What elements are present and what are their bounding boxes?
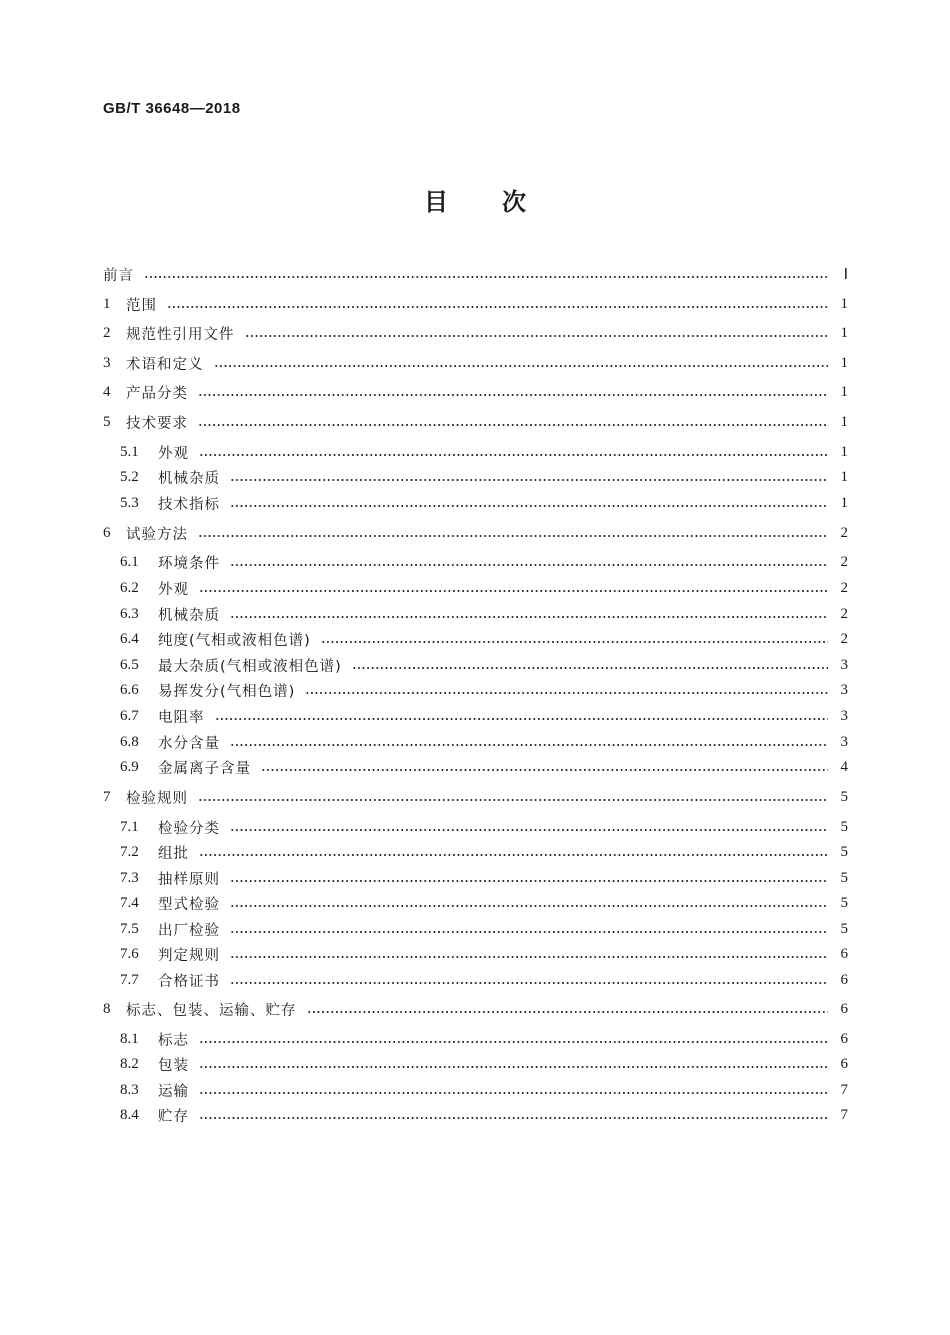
toc-entry-page: 5 — [840, 818, 848, 835]
toc-entry-label: 判定规则 — [158, 947, 220, 964]
toc-entry[interactable] — [103, 321, 848, 345]
toc-entry-label: 技术指标 — [158, 496, 220, 513]
page-title — [0, 182, 950, 217]
toc-entry-label: 外观 — [158, 581, 189, 598]
toc-entry-label: 运输 — [158, 1083, 189, 1100]
dot-leader — [230, 905, 828, 907]
toc-entry[interactable] — [103, 602, 848, 626]
toc-entry[interactable] — [103, 292, 848, 316]
toc-entry[interactable] — [103, 262, 848, 286]
dot-leader — [198, 394, 828, 396]
dot-leader — [261, 769, 828, 771]
toc-entry-page: 6 — [840, 1000, 848, 1017]
toc-entry-page: 2 — [840, 630, 848, 647]
toc-entry-number: 7.7 — [120, 971, 139, 988]
toc-entry[interactable] — [103, 917, 848, 941]
toc-entry-label: 外观 — [158, 445, 189, 462]
dot-leader — [230, 956, 828, 958]
toc-entry-label: 规范性引用文件 — [126, 326, 235, 343]
toc-entry-page: 5 — [840, 920, 848, 937]
toc-entry-label: 机械杂质 — [158, 470, 220, 487]
toc-entry-page: 1 — [840, 324, 848, 341]
toc-entry[interactable] — [103, 627, 848, 651]
toc-entry-number: 5.1 — [120, 443, 139, 460]
toc-entry-label: 组批 — [158, 845, 189, 862]
toc-entry-number: 6.5 — [120, 656, 139, 673]
document-code: GB/T 36648—2018 — [103, 100, 241, 117]
toc-entry-number: 6.4 — [120, 630, 139, 647]
toc-entry-page: 1 — [840, 354, 848, 371]
toc-entry[interactable] — [103, 1078, 848, 1102]
toc-entry-label: 纯度(气相或液相色谱) — [158, 632, 311, 649]
toc-entry-label: 试验方法 — [126, 526, 188, 543]
toc-entry-page: 3 — [840, 707, 848, 724]
toc-entry-label: 合格证书 — [158, 973, 220, 990]
toc-entry-page: Ⅰ — [843, 266, 848, 283]
toc-entry-number: 7.6 — [120, 945, 139, 962]
toc-entry-number: 1 — [103, 295, 111, 312]
toc-entry[interactable] — [103, 351, 848, 375]
dot-leader — [230, 880, 828, 882]
dot-leader — [321, 641, 828, 643]
toc-entry-label: 水分含量 — [158, 735, 220, 752]
toc-entry-page: 5 — [840, 788, 848, 805]
toc-entry[interactable] — [103, 1103, 848, 1127]
toc-entry[interactable] — [103, 1052, 848, 1076]
toc-entry[interactable] — [103, 968, 848, 992]
dot-leader — [230, 982, 828, 984]
toc-entry[interactable] — [103, 440, 848, 464]
toc-entry-page: 1 — [840, 494, 848, 511]
toc-entry-page: 1 — [840, 413, 848, 430]
toc-entry[interactable] — [103, 465, 848, 489]
toc-entry[interactable] — [103, 1027, 848, 1051]
toc-entry[interactable] — [103, 755, 848, 779]
toc-entry[interactable] — [103, 891, 848, 915]
toc-entry-number: 7.4 — [120, 894, 139, 911]
toc-entry-label: 出厂检验 — [158, 922, 220, 939]
dot-leader — [305, 692, 828, 694]
toc-entry-label: 型式检验 — [158, 896, 220, 913]
dot-leader — [199, 1066, 828, 1068]
toc-entry-page: 6 — [840, 945, 848, 962]
toc-entry-number: 8.1 — [120, 1030, 139, 1047]
dot-leader — [199, 454, 828, 456]
toc-entry[interactable] — [103, 576, 848, 600]
toc-entry-number: 6.7 — [120, 707, 139, 724]
toc-entry-number: 6.1 — [120, 553, 139, 570]
toc-entry-label: 术语和定义 — [126, 356, 204, 373]
dot-leader — [198, 424, 828, 426]
toc-entry-label: 环境条件 — [158, 555, 220, 572]
dot-leader — [167, 306, 828, 308]
toc-entry-page: 5 — [840, 869, 848, 886]
toc-entry-number: 6.3 — [120, 605, 139, 622]
toc-entry-label: 贮存 — [158, 1108, 189, 1125]
toc-entry[interactable] — [103, 704, 848, 728]
toc-entry-page: 6 — [840, 1055, 848, 1072]
toc-entry-number: 6.2 — [120, 579, 139, 596]
toc-entry-label: 包装 — [158, 1057, 189, 1074]
toc-entry-page: 2 — [840, 579, 848, 596]
toc-entry[interactable] — [103, 840, 848, 864]
toc-entry-page: 6 — [840, 1030, 848, 1047]
dot-leader — [144, 276, 828, 278]
toc-entry-number: 5 — [103, 413, 111, 430]
toc-entry-number: 7.5 — [120, 920, 139, 937]
toc-entry[interactable] — [103, 521, 848, 545]
toc-entry-number: 7.1 — [120, 818, 139, 835]
toc-entry-page: 5 — [840, 894, 848, 911]
toc-entry-page: 6 — [840, 971, 848, 988]
toc-entry-page: 3 — [840, 733, 848, 750]
toc-entry-label: 检验规则 — [126, 790, 188, 807]
toc-entry-number: 4 — [103, 383, 111, 400]
dot-leader — [230, 829, 828, 831]
toc-entry[interactable] — [103, 997, 848, 1021]
toc-entry-number: 6.6 — [120, 681, 139, 698]
toc-entry-label: 抽样原则 — [158, 871, 220, 888]
toc-entry[interactable] — [103, 866, 848, 890]
dot-leader — [230, 564, 828, 566]
toc-entry-page: 1 — [840, 443, 848, 460]
toc-entry[interactable] — [103, 491, 848, 515]
toc-entry-number: 8.2 — [120, 1055, 139, 1072]
toc-entry-number: 6 — [103, 524, 111, 541]
dot-leader — [307, 1011, 829, 1013]
toc-entry-number: 3 — [103, 354, 111, 371]
toc-entry-label: 检验分类 — [158, 820, 220, 837]
dot-leader — [199, 1041, 828, 1043]
toc-entry-page: 7 — [840, 1081, 848, 1098]
dot-leader — [198, 799, 828, 801]
toc-entry-page: 3 — [840, 656, 848, 673]
toc-entry-number: 6.8 — [120, 733, 139, 750]
toc-entry[interactable] — [103, 653, 848, 677]
dot-leader — [215, 718, 829, 720]
toc-entry[interactable] — [103, 815, 848, 839]
toc-entry-page: 1 — [840, 468, 848, 485]
toc-entry-page: 7 — [840, 1106, 848, 1123]
toc-entry-page: 3 — [840, 681, 848, 698]
toc-entry-number: 7.2 — [120, 843, 139, 860]
title-char-2: 次 — [502, 188, 526, 216]
toc-entry-number: 5.3 — [120, 494, 139, 511]
toc-entry-page: 2 — [840, 553, 848, 570]
toc-entry-label: 产品分类 — [126, 385, 188, 402]
toc-entry-label: 机械杂质 — [158, 607, 220, 624]
toc-entry-label: 标志、包装、运输、贮存 — [126, 1002, 297, 1019]
title-char-1: 目 — [424, 188, 448, 216]
toc-entry-page: 2 — [840, 524, 848, 541]
dot-leader — [230, 931, 828, 933]
toc-entry-page: 2 — [840, 605, 848, 622]
dot-leader — [230, 505, 828, 507]
dot-leader — [199, 590, 828, 592]
toc-entry-number: 8.3 — [120, 1081, 139, 1098]
dot-leader — [198, 535, 828, 537]
toc-entry-number: 7.3 — [120, 869, 139, 886]
toc-entry-label: 前言 — [103, 267, 134, 284]
dot-leader — [199, 1092, 828, 1094]
dot-leader — [230, 616, 828, 618]
toc-entry-label: 最大杂质(气相或液相色谱) — [158, 658, 342, 675]
toc-entry-page: 1 — [840, 295, 848, 312]
toc-entry-page: 1 — [840, 383, 848, 400]
toc-entry[interactable] — [103, 410, 848, 434]
toc-entry-number: 7 — [103, 788, 111, 805]
toc-entry-number: 2 — [103, 324, 111, 341]
toc-entry-number: 5.2 — [120, 468, 139, 485]
toc-entry-label: 标志 — [158, 1032, 189, 1049]
dot-leader — [214, 365, 829, 367]
dot-leader — [352, 667, 828, 669]
toc-entry-number: 8.4 — [120, 1106, 139, 1123]
toc-entry[interactable] — [103, 550, 848, 574]
toc-entry[interactable] — [103, 942, 848, 966]
toc-entry-number: 8 — [103, 1000, 111, 1017]
toc-entry-label: 范围 — [126, 297, 157, 314]
toc-entry-label: 金属离子含量 — [158, 760, 251, 777]
toc-entry-page: 4 — [840, 758, 848, 775]
toc-entry-number: 6.9 — [120, 758, 139, 775]
dot-leader — [245, 335, 829, 337]
toc-entry-label: 易挥发分(气相色谱) — [158, 683, 296, 700]
toc-entry-label: 技术要求 — [126, 415, 188, 432]
toc-entry[interactable] — [103, 380, 848, 404]
toc-entry-label: 电阻率 — [158, 709, 205, 726]
dot-leader — [199, 854, 828, 856]
toc-entry[interactable] — [103, 730, 848, 754]
dot-leader — [230, 744, 828, 746]
toc-entry[interactable] — [103, 785, 848, 809]
toc-entry-page: 5 — [840, 843, 848, 860]
toc-entry[interactable] — [103, 678, 848, 702]
dot-leader — [199, 1117, 828, 1119]
dot-leader — [230, 479, 828, 481]
